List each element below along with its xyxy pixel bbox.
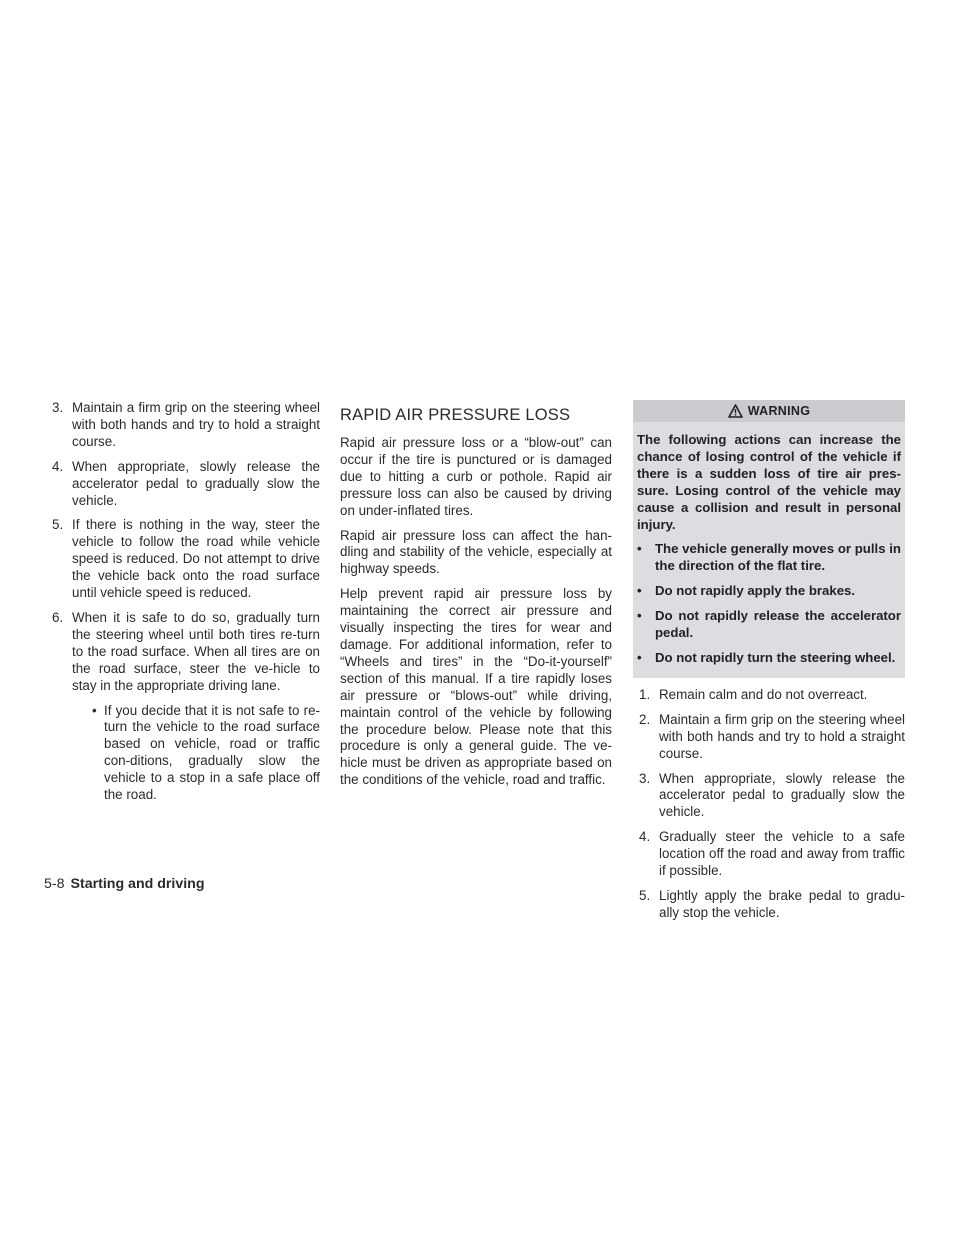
- list-item: 4. When appropriate, slowly release the accelerator pedal to gradually slow the vehicle.: [52, 458, 320, 508]
- warning-heading: WARNING: [747, 403, 811, 418]
- right-column: [633, 400, 905, 930]
- warning-bullet: • Do not rapidly apply the brakes.: [637, 583, 856, 599]
- list-item: 5. If there is nothing in the way, steer the vehicle to follow the road while vehicle speed is reduced. Do not attempt to drive the vehicle back onto the road surface until vehicle speed is reduced.: [52, 517, 320, 601]
- list-item: 6. When it is safe to do so, gradually turn the steering wheel until both tires re-turn to the road surface. When all tires are on the road surface, steer the ve-hicle to stay in the appropriate driving lane.: [52, 609, 320, 693]
- warning-bullet: • Do not rapidly release the accelerator pedal.: [637, 608, 901, 641]
- list-item: 5. Lightly apply the brake pedal to gradu-ally stop the vehicle.: [639, 887, 905, 920]
- left-column: [52, 400, 320, 812]
- procedure-steps: [633, 687, 905, 922]
- list-item: 1. Remain calm and do not overreact.: [639, 686, 868, 702]
- list-item: 4. Gradually steer the vehicle to a safe location off the road and away from traffic if possible.: [639, 829, 905, 879]
- page-number: 5-8: [44, 876, 65, 892]
- page-footer: [44, 876, 205, 892]
- warning-triangle-icon: [728, 404, 743, 418]
- paragraph: Rapid air pressure loss or a “blow-out” can occur if the tire is punctured or is damaged due to hitting a curb or pothole. Rapid air pressure loss can also be caused by driving on under-inflated tires.: [340, 435, 612, 518]
- warning-intro: The following actions can increase the chance of losing control of the vehicle if there is a sudden loss of tire air pres-sure. Losing control of the vehicle may cause a collision and result in personal injury.: [637, 432, 901, 532]
- paragraph: Rapid air pressure loss can affect the han-dling and stability of the vehicle, especially at highway speeds.: [340, 527, 612, 577]
- list-item: 2. Maintain a firm grip on the steering wheel with both hands and try to hold a straight course.: [639, 711, 905, 761]
- chapter-title: Starting and driving: [70, 876, 205, 892]
- sub-bullet-item: • If you decide that it is not safe to re-turn the vehicle to the road surface based on vehicle, road or traffic con-ditions, gradually slow the vehicle to a stop in a safe place off the road.: [92, 702, 320, 803]
- middle-column: [340, 400, 612, 797]
- warning-bullet: • Do not rapidly turn the steering wheel.: [637, 649, 896, 665]
- warning-header: [633, 400, 905, 422]
- paragraph: Help prevent rapid air pressure loss by maintaining the correct air pressure and visually inspecting the tires for wear and damage. For additional information, refer to “Wheels and tires” in the “Do-it-yourself” section of this manual. If a tire rapidly loses air pressure or “blows-out” while driving, maintain control of the vehicle by following the procedure below. Please note that this procedure is only a general guide. The ve-hicle must be driven as appropriate based on the conditions of the vehicle, road and traffic.: [340, 586, 612, 788]
- section-title: RAPID AIR PRESSURE LOSS: [340, 406, 571, 424]
- warning-bullet: • The vehicle generally moves or pulls in the direction of the flat tire.: [637, 541, 901, 574]
- warning-box: [633, 400, 905, 678]
- list-item: 3. When appropriate, slowly release the accelerator pedal to gradually slow the vehicle.: [639, 770, 905, 820]
- list-item: 3. Maintain a firm grip on the steering wheel with both hands and try to hold a straight course.: [52, 400, 320, 449]
